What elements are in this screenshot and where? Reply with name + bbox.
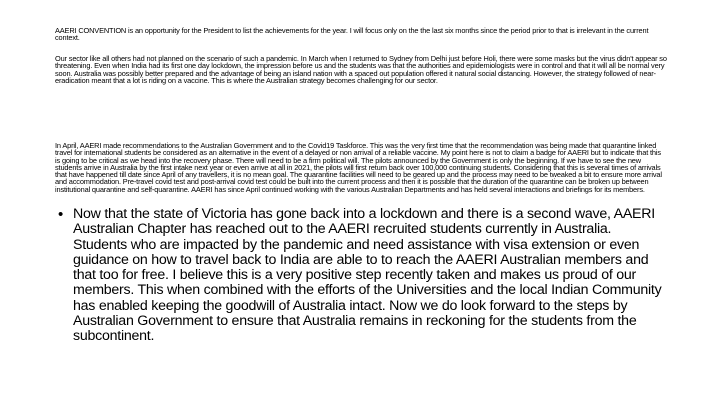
recommendations-paragraph: In April, AAERI made recommendations to the Australian Government and to the Covid19 Taskforce. This was the very first time that the recommendation was being made that quarantine linked travel for international students be considered as an alternative in the event of a delayed or non arrival of a reliable vaccine. My point here is not to claim a badge for AAERI but to indicate that this is going to be critical as we head into the recovery phase. There will need to be a firm political will. The pilots announced by the Government is only the beginning. If we have to see the new students arrive in Australia by the first intake next year or even arrive at all in 2021, the pilots will first return back over 100,000 continuing students. Considering that this is several times of arrivals that have happened till date since April of any travellers, it is no mean goal. The quarantine facilities will need to be geared up and the process may need to be tweaked a bit to ensure more arrival and accommodation. Pre-travel covid test and post-arrival covid test could be built into the current process and then it is possible that the duration of the quarantine can be broken up between institutional quarantine and self-quarantine. AAERI has since April continued working with the various Australian Departments and has held several interactions and briefings for its members.	[55, 141, 662, 194]
bullet-point-icon: •	[58, 206, 64, 223]
bullet-list-item	[58, 207, 668, 345]
victoria-lockdown-bullet-text: Now that the state of Victoria has gone back into a lockdown and there is a second wave, AAERI Australian Chapter has reached out to the AAERI recruited students currently in Australia. Students who are impacted by the pandemic and need assistance with visa extension or even guidance on how to travel back to India are able to to reach the AAERI Australian members and that too for free. I believe this is a very positive step recently taken and makes us proud of our members. This when combined with the efforts of the Universities and the local Indian Community has enabled keeping the goodwill of Australia intact. Now we do look forward to the steps by Australian Government to ensure that Australia remains in reckoning for the students from the subcontinent.	[73, 206, 662, 345]
intro-paragraph: AAERI CONVENTION is an opportunity for the President to list the achievements for the year. I will focus only on the the last six months since the period prior to that is irrelevant in the current context.	[55, 26, 649, 43]
pandemic-context-paragraph: Our sector like all others had not planned on the scenario of such a pandemic. In March when I returned to Sydney from Delhi just before Holi, there were some masks but the virus didn't appear so threatening. Even when India had its first one day lockdown, the impression before us and the students was that the authorities and epidemiologists were in control and that it will all be normal very soon. Australia was possibly better prepared and the advantage of being an island nation with a spaced out population offered it natural social distancing. However, the strategy followed of near-eradication meant that a lot is riding on a vaccine. This is where the Australian strategy becomes challenging for our sector.	[55, 54, 667, 85]
